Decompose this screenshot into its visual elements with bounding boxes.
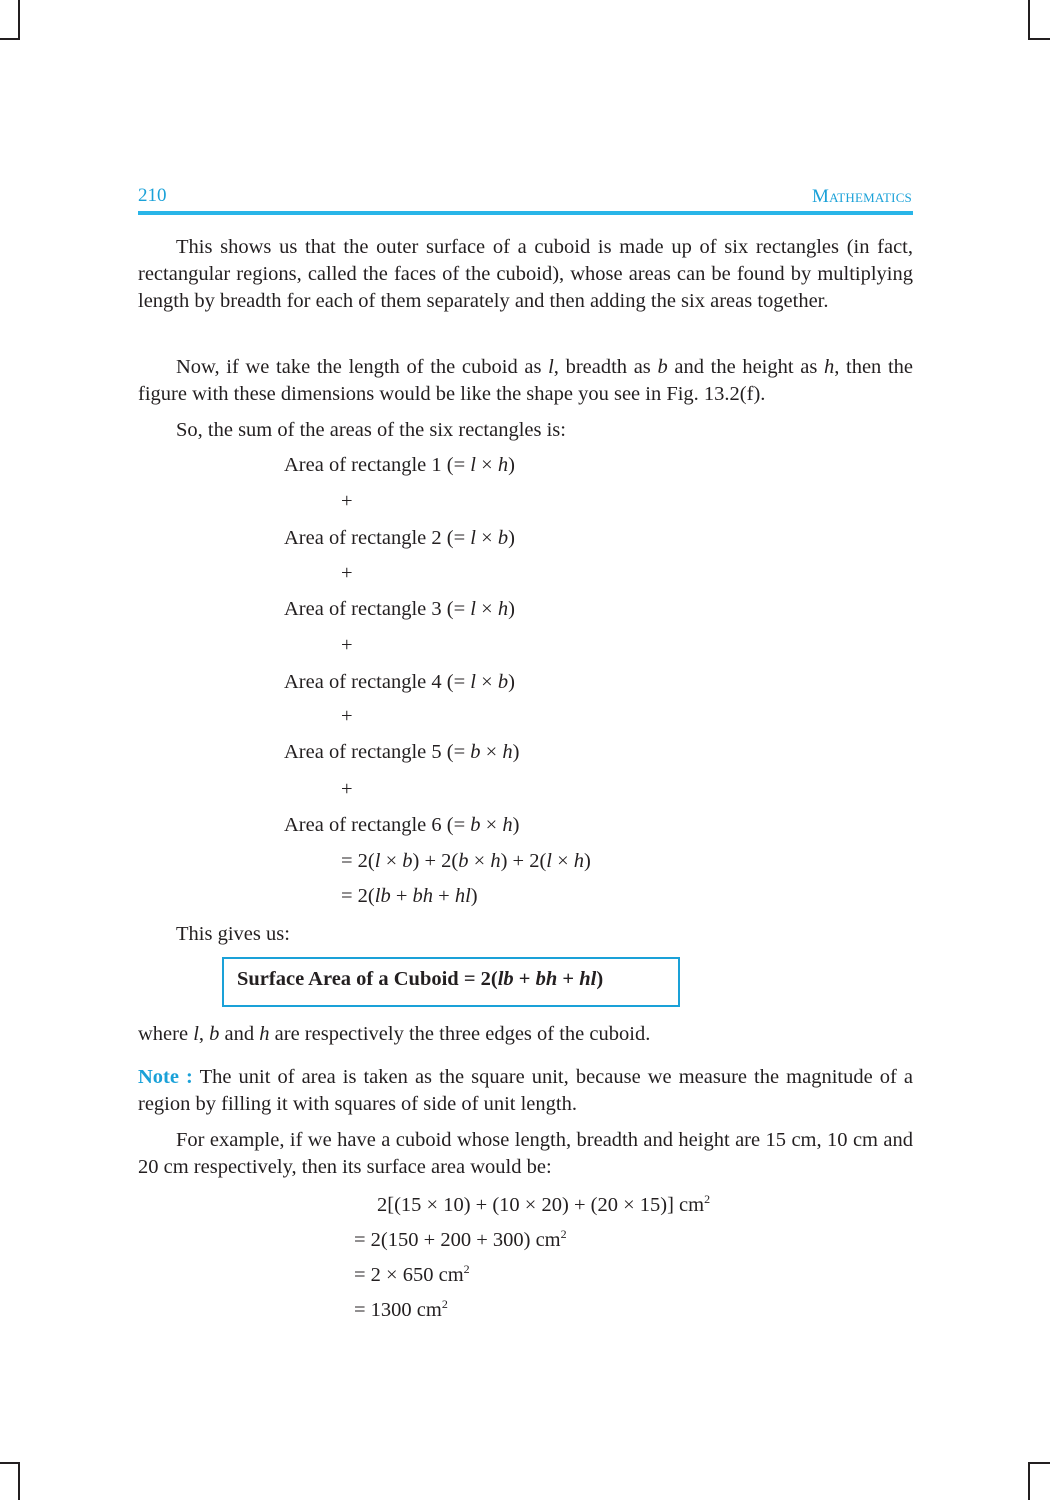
crop-mark-top-right — [1028, 38, 1050, 40]
calc-step-3: = 2 × 650 $cm^2$ — [354, 1262, 470, 1286]
rectangle-area-3: Area of rectangle 3 (= l × h) — [284, 598, 515, 620]
sum-simplified: = 2(lb + bh + hl) — [341, 885, 478, 907]
sum-expansion: = 2(l × b) + 2(b × h) + 2(l × h) — [341, 850, 591, 872]
paragraph-sum-intro: So, the sum of the areas of the six rectangles is: — [176, 419, 566, 441]
gives-us-text: This gives us: — [176, 923, 290, 945]
calc-step-2: = 2(150 + 200 + 300) $cm^2$ — [354, 1227, 567, 1251]
crop-mark-top-left — [0, 38, 20, 40]
plus-sign: + — [341, 562, 353, 584]
plus-sign: + — [341, 634, 353, 656]
note-label: Note : — [138, 1066, 193, 1088]
rectangle-area-6: Area of rectangle 6 (= b × h) — [284, 814, 520, 836]
paragraph-dimensions: Now, if we take the length of the cuboid as l, breadth as b and the height as h, then the figure with these dimensions would be like the shape you see in Fig. 13.2(f). — [138, 356, 914, 405]
crop-mark-bottom-left — [18, 1462, 20, 1500]
crop-mark-top-right — [1028, 0, 1030, 40]
where-text: where l, b and h are respectively the three edges of the cuboid. — [138, 1023, 651, 1045]
plus-sign: + — [341, 490, 353, 512]
rectangle-area-1: Area of rectangle 1 (= l × h) — [284, 454, 515, 476]
rectangle-area-4: Area of rectangle 4 (= l × b) — [284, 671, 515, 693]
rectangle-area-2: Area of rectangle 2 (= l × b) — [284, 527, 515, 549]
plus-sign: + — [341, 778, 353, 800]
header-rule — [138, 211, 913, 215]
crop-mark-bottom-right — [1028, 1462, 1050, 1464]
example-paragraph: For example, if we have a cuboid whose length, breadth and height are 15 cm, 10 cm and 20 cm respectively, then its surface area would be: — [138, 1129, 913, 1178]
plus-sign: + — [341, 705, 353, 727]
crop-mark-bottom-left — [0, 1462, 20, 1464]
note-paragraph: Note : The unit of area is taken as the square unit, because we measure the magnitude of a region by filling it with squares of side of unit length. — [138, 1066, 913, 1115]
rectangle-area-5: Area of rectangle 5 (= b × h) — [284, 741, 520, 763]
paragraph-outer-surface: This shows us that the outer surface of a cuboid is made up of six rectangles (in fact, rectangular regions, called the faces of the cuboid), whose areas can be found by multiplying length by breadth for each of them separately and then adding the six areas together. — [138, 236, 913, 312]
running-head: Mathematics — [812, 186, 912, 207]
calc-step-4: = 1300 $cm^2$ — [354, 1297, 448, 1321]
surface-area-formula: Surface Area of a Cuboid = 2(lb + bh + hl) — [237, 968, 604, 990]
calc-step-1: 2[(15 × 10) + (10 × 20) + (20 × 15)] $cm^2$ — [377, 1192, 711, 1216]
crop-mark-bottom-right — [1028, 1462, 1030, 1500]
page-number: 210 — [138, 185, 167, 206]
crop-mark-top-left — [18, 0, 20, 40]
